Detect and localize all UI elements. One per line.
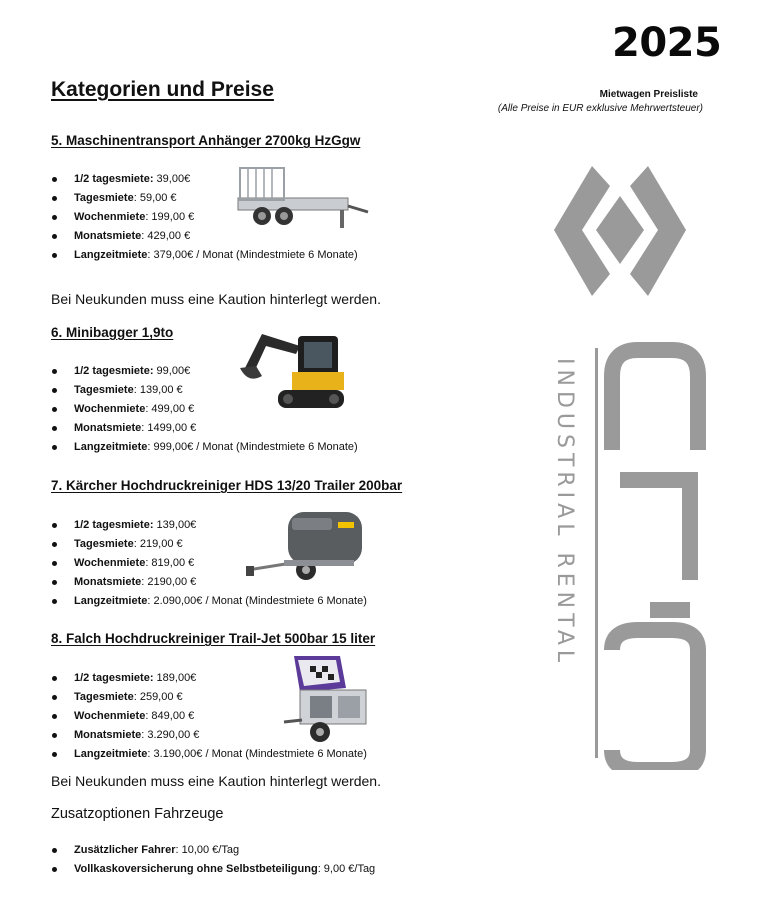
price-label: Wochenmiete (74, 211, 146, 223)
extra-item (51, 860, 375, 879)
price-value: : 999,00€ / Monat (Mindestmiete 6 Monate) (147, 441, 358, 453)
price-label: Tagesmiete (74, 192, 134, 204)
section-title-trailer: 5. Maschinentransport Anhänger 2700kg HzGgw (51, 133, 361, 148)
mini-excavator-image (238, 326, 350, 416)
price-value: : 1499,00 € (141, 422, 197, 434)
extra-label: Vollkaskoversicherung ohne Selbstbeteiligung (74, 863, 318, 875)
price-label: Tagesmiete (74, 384, 134, 396)
price-label: 1/2 tagesmiete: (74, 365, 154, 377)
price-label: Langzeitmiete (74, 249, 148, 261)
price-item (51, 419, 358, 438)
price-value: : 499,00 € (145, 403, 195, 415)
page-heading: Kategorien und Preise (51, 78, 274, 101)
price-value: : 3.190,00€ / Monat (Mindestmiete 6 Monate) (147, 748, 367, 760)
deposit-note: Bei Neukunden muss eine Kaution hinterlegt werden. (51, 773, 381, 789)
price-label: Wochenmiete (74, 557, 146, 569)
price-label: Wochenmiete (74, 403, 146, 415)
extra-value: : 10,00 €/Tag (175, 844, 240, 856)
price-value: 99,00€ (153, 365, 191, 377)
price-item (51, 592, 367, 611)
extra-item (51, 841, 375, 860)
section-title-excavator: 6. Minibagger 1,9to (51, 325, 174, 340)
price-value: : 3.290,00 € (141, 729, 200, 741)
extras-heading: Zusatzoptionen Fahrzeuge (51, 806, 224, 822)
price-label: Wochenmiete (74, 710, 146, 722)
price-item (51, 438, 358, 457)
price-value: 139,00€ (153, 519, 197, 531)
deposit-note: Bei Neukunden muss eine Kaution hinterlegt werden. (51, 291, 381, 307)
price-label: Langzeitmiete (74, 748, 148, 760)
price-label: 1/2 tagesmiete: (74, 672, 154, 684)
price-value: : 199,00 € (145, 211, 195, 223)
price-label: Monatsmiete (74, 422, 142, 434)
price-item (51, 745, 367, 764)
trailer-image (232, 162, 372, 234)
price-value: : 849,00 € (145, 710, 195, 722)
price-label: Langzeitmiete (74, 441, 148, 453)
section-title-kaercher: 7. Kärcher Hochdruckreiniger HDS 13/20 Trailer 200bar (51, 478, 403, 493)
price-label: 1/2 tagesmiete: (74, 519, 154, 531)
price-item (51, 246, 358, 265)
price-list-subtitle: (Alle Preise in EUR exklusive Mehrwertsteuer) (497, 103, 703, 114)
price-label: Monatsmiete (74, 230, 142, 242)
extra-label: Zusätzlicher Fahrer (74, 844, 176, 856)
extras-list (51, 841, 375, 879)
falch-trailjet-image (280, 652, 374, 746)
svg-text:INDUSTRIAL RENTAL: INDUSTRIAL RENTAL (552, 358, 577, 668)
price-value: : 219,00 € (133, 538, 183, 550)
section-title-falch: 8. Falch Hochdruckreiniger Trail-Jet 500bar 15 liter (51, 631, 376, 646)
price-label: Tagesmiete (74, 691, 134, 703)
price-value: : 2190,00 € (141, 576, 197, 588)
price-value: 39,00€ (153, 173, 191, 185)
price-value: : 59,00 € (133, 192, 177, 204)
price-value: : 139,00 € (133, 384, 183, 396)
price-value: 189,00€ (153, 672, 197, 684)
clic-industrial-rental-logo (540, 150, 720, 770)
pressure-washer-trailer-image (244, 508, 368, 584)
price-value: : 379,00€ / Monat (Mindestmiete 6 Monate) (147, 249, 358, 261)
price-value: : 259,00 € (133, 691, 183, 703)
price-label: Monatsmiete (74, 576, 142, 588)
price-label: Langzeitmiete (74, 595, 148, 607)
price-label: Monatsmiete (74, 729, 142, 741)
price-label: Tagesmiete (74, 538, 134, 550)
extra-value: : 9,00 €/Tag (317, 863, 376, 875)
year-title: 2025 (612, 20, 722, 66)
price-value: : 429,00 € (141, 230, 191, 242)
price-value: : 819,00 € (145, 557, 195, 569)
price-value: : 2.090,00€ / Monat (Mindestmiete 6 Monate) (147, 595, 367, 607)
price-label: 1/2 tagesmiete: (74, 173, 154, 185)
price-list-title: Mietwagen Preisliste (599, 89, 698, 100)
